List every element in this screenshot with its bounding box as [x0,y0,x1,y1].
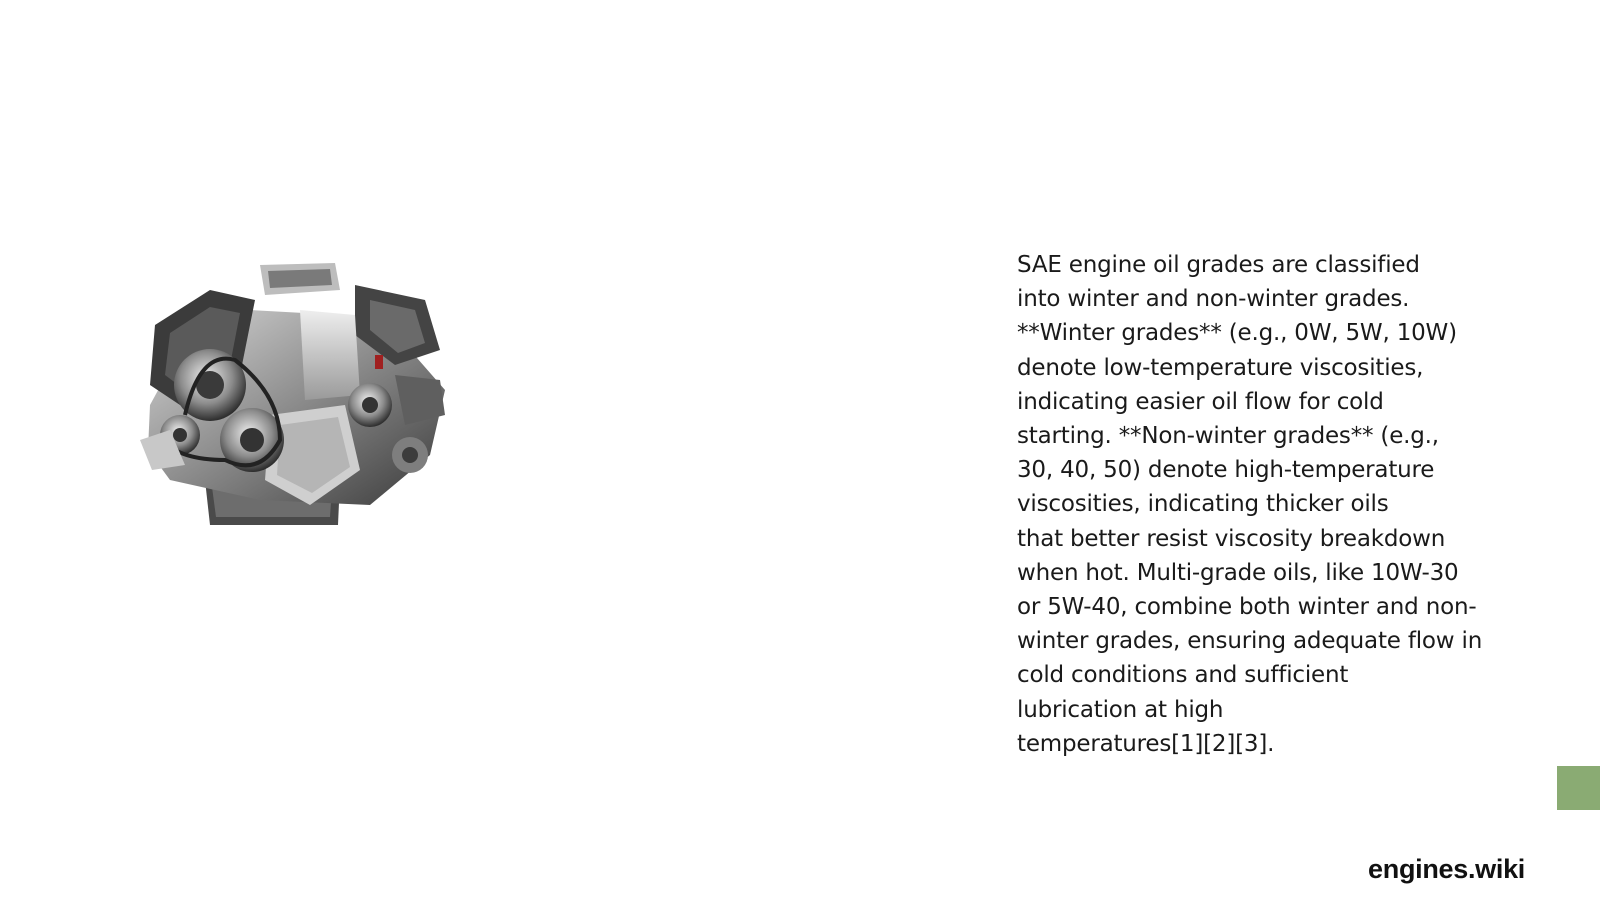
body-line: cold conditions and sufficient [1017,662,1349,689]
body-line: winter grades, ensuring adequate flow in [1017,628,1483,655]
body-line: starting. **Non-winter grades** (e.g., [1017,423,1439,450]
body-paragraph [1017,248,1517,761]
body-line: temperatures[1][2][3]. [1017,730,1275,757]
brand-label: engines.wiki [1368,854,1525,884]
body-line: SAE engine oil grades are classified [1017,252,1420,278]
body-line: 30, 40, 50) denote high-temperature [1017,457,1435,484]
body-line: into winter and non-winter grades. [1017,286,1410,313]
body-line: or 5W-40, combine both winter and non- [1017,594,1477,621]
body-line: viscosities, indicating thicker oils [1017,491,1389,518]
engine-image [140,255,455,540]
accent-block [1557,766,1600,810]
body-line: that better resist viscosity breakdown [1017,525,1446,552]
engine-icon [140,255,455,540]
body-line: lubrication at high [1017,696,1224,723]
body-line: **Winter grades** (e.g., 0W, 5W, 10W) [1017,320,1457,347]
body-line: indicating easier oil flow for cold [1017,388,1384,415]
body-line: when hot. Multi-grade oils, like 10W-30 [1017,559,1459,586]
body-line: denote low-temperature viscosities, [1017,354,1424,381]
